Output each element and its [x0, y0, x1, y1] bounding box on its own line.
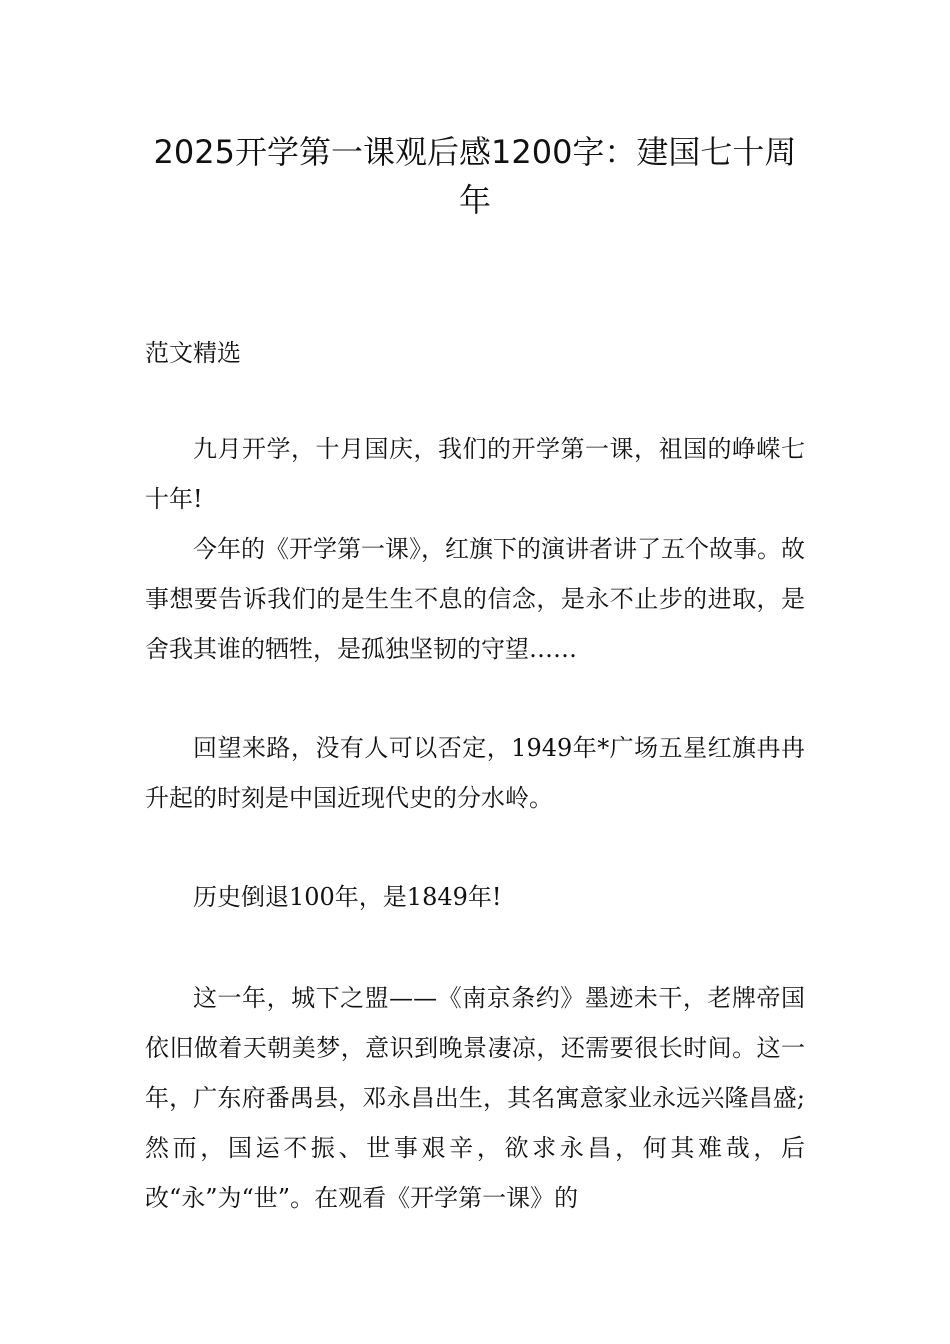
paragraph: 这一年，城下之盟——《南京条约》墨迹未干，老牌帝国依旧做着天朝美梦，意识到晚景凄凉，还需要很长时间。这一年，广东府番禺县，邓永昌出生，其名寓意家业永远兴隆昌盛;然而，国运不振、世事艰辛，欲求永昌，何其难哉，后改“永”为“世”。在观看《开学第一课》的: [145, 984, 805, 1212]
paragraph: 九月开学，十月国庆，我们的开学第一课，祖国的峥嵘七十年!: [145, 435, 805, 513]
paragraph: 回望来路，没有人可以否定，1949年*广场五星红旗冉冉升起的时刻是中国近现代史的分水岭。: [145, 734, 805, 812]
paragraph: 历史倒退100年，是1849年!: [193, 883, 502, 911]
section-label: 范文精选: [145, 339, 241, 367]
document-title: 2025开学第一课观后感1200字：建国七十周年: [153, 133, 797, 219]
paragraph: 今年的《开学第一课》，红旗下的演讲者讲了五个故事。故事想要告诉我们的是生生不息的信念，是永不止步的进取，是舍我其谁的牺牲，是孤独坚韧的守望……: [145, 535, 805, 663]
